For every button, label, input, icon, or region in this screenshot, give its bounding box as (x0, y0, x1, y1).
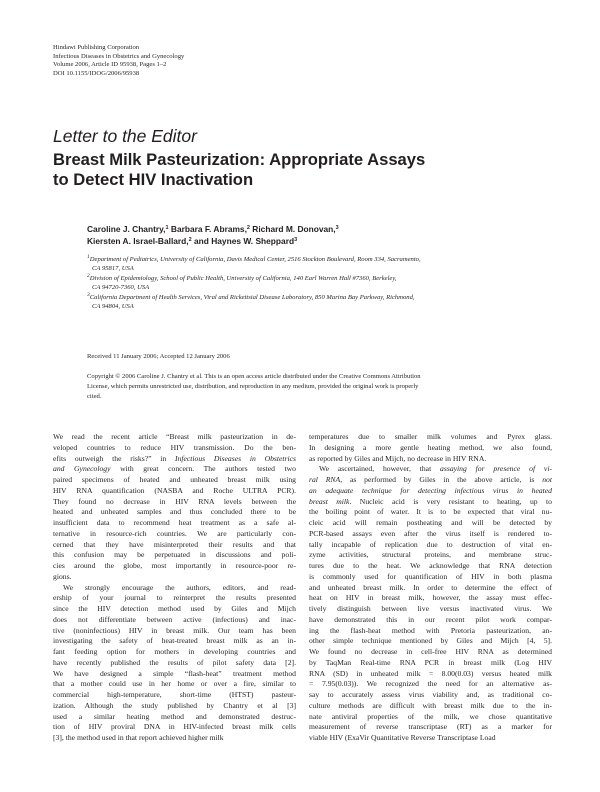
body-text-line: ral RNA, as performed by Giles in the above article, is not (309, 475, 552, 484)
body-text-line: ing the flash-heat method with Pretoria pasteurization, an- (309, 625, 552, 635)
article-title (53, 150, 533, 190)
section-label: Letter to the Editor (53, 126, 197, 146)
body-text-line: We strongly encourage the authors, editors, and read- (63, 582, 296, 592)
body-text-line: tive (noninfectious) HIV in breast milk. Our team has been (53, 625, 296, 635)
body-text-line: cerned that they have misinterpreted their results and that (53, 539, 296, 549)
body-text-line: zyme activities, structural proteins, and membrane struc- (309, 550, 552, 560)
body-text-line: since the HIV detection method used by Giles and Mijch (53, 604, 296, 613)
body-text-line: We ascertained, however, that assaying for presence of vi- (319, 464, 552, 474)
affiliation-line: CA 94720-7360, USA (92, 284, 150, 292)
body-text-line: an adequate technique for detecting infectious virus in heated (309, 485, 552, 495)
body-text-line: does not differentiate between active (infectious) and inac- (53, 614, 296, 624)
journal-header-line: Infectious Diseases in Obstetrics and Gynecology (53, 52, 185, 60)
body-text-line: paired specimens of heated and unheated breast milk using (53, 475, 296, 484)
author-affiliation-mark: 2 (188, 237, 192, 244)
affiliation-text: California Department of Health Services, Viral and Rickettsial Disease Laboratory, 850 Marina Bay Parkway, Richmond, (89, 293, 415, 301)
author-line (87, 223, 547, 235)
body-text-line: the boiling point of water. It is to be expected that viral nu- (309, 507, 552, 517)
body-text-line: veloped countries to reduce HIV transmission. Do the ben- (53, 442, 296, 452)
body-text-line: and Gynecology with great concern. The authors tested two (53, 464, 296, 474)
affiliation-text: Department of Pediatrics, University of California, Davis Medical Center, 2516 Stockton Boulevard, Room 334, Sacramento, (89, 256, 421, 263)
author-name: Caroline J. Chantry, (87, 224, 166, 234)
body-text-line: by TaqMan Real-time RNA PCR in breast milk (Log HIV (309, 657, 552, 667)
body-text-line: cleic acid will remain postheating and will be detected by (309, 518, 552, 527)
body-text-line: heated and unheated samples and thus concluded there to be (53, 507, 296, 517)
affiliation (87, 293, 557, 312)
author-list (87, 223, 547, 248)
body-text-line: heat on HIV in breast milk, however, the assay must effec- (309, 593, 552, 603)
author-name: Richard M. Donovan, (249, 224, 336, 234)
body-text-line: ternative in resource-rich countries. We are particularly con- (53, 528, 296, 538)
body-text-line: efits outweigh the risks?” in Infectious Diseases in Obstetrics (53, 453, 296, 463)
body-text-line: We found no decrease in cell-free HIV RNA as determined (309, 647, 552, 656)
body-text-line: say to accurately assess virus viability and, as traditional co- (309, 690, 552, 699)
body-text-line: = 7.95(0.03)). We recognized the need for an alternative as- (309, 679, 552, 689)
body-text-line: as reported by Giles and Mijch, no decrease in HIV RNA. (309, 453, 487, 463)
author-name: Barbara F. Abrams, (168, 224, 247, 234)
copyright-line: Copyright © 2006 Caroline J. Chantry et al. This is an open access article distributed under the Creative Commons Attribution (87, 373, 421, 380)
affiliation-line: CA 94804, USA (92, 303, 134, 311)
body-text-line: insufficient data to recommend heat treatment as a safe al- (53, 518, 296, 527)
author-name: and Haynes W. Sheppard (191, 236, 295, 247)
body-text-line: tively distinguish between live versus inactivated virus. We (309, 604, 552, 613)
body-text-line: tally incapable of replication due to destruction of vital en- (309, 539, 552, 549)
body-text-line: measurement of reverse transcriptase (RT) as a marker for (309, 722, 552, 732)
body-text-line: HIV RNA quantification (NASBA and Roche ULTRA PCR). (53, 485, 296, 495)
affiliation-mark: 3 (87, 291, 90, 298)
body-text-line: have demonstrated this in our recent pilot work compar- (309, 614, 552, 624)
body-text-line: RNA (SD) in unheated milk = 8.00(0.03) versus heated milk (309, 668, 552, 678)
body-text-line: fant feeding option for mothers in developing countries and (53, 647, 296, 656)
body-text-line: tures due to the heat. We acknowledge that RNA detection (309, 561, 552, 570)
affiliation-mark: 1 (87, 254, 90, 260)
body-text-line: breast milk. Nucleic acid is very resistant to heating, up to (309, 496, 552, 506)
affiliation-line (87, 293, 557, 302)
title-line: to Detect HIV Inactivation (53, 170, 254, 189)
copyright-notice (87, 372, 557, 402)
copyright-line: License, which permits unrestricted use, distribution, and reproduction in any medium, provided the original work is properly (87, 383, 419, 390)
affiliation-list (87, 255, 557, 311)
author-affiliation-mark: 1 (165, 225, 169, 231)
body-column-right (309, 432, 552, 744)
body-text-line: gions. (53, 571, 72, 581)
body-text-line: ization. Although the study published by Chantry et al [3] (53, 700, 296, 710)
body-text-line: In designing a more gentle heating method, we also found, (309, 442, 552, 452)
author-line (87, 235, 547, 247)
body-text-line: used a similar heating method and demonstrated destruc- (53, 711, 296, 721)
affiliation (87, 274, 557, 293)
copyright-line: cited. (87, 393, 102, 400)
body-text-line: nate antiviral properties of the milk, we chose quantitative (309, 711, 552, 721)
body-text-line: culture methods are difficult with breast milk due to the in- (309, 700, 552, 710)
title-line: Breast Milk Pasteurization: Appropriate Assays (53, 150, 426, 169)
body-text-line: that a mother could use in her home or over a fire, similar to (53, 679, 296, 689)
body-text-line: [3], the method used in that report achieved higher milk (53, 733, 224, 742)
body-text-line: temperatures due to smaller milk volumes and Pyrex glass. (309, 432, 552, 441)
body-text-line: and unheated breast milk. In order to determine the effect of (309, 582, 552, 592)
body-text-line: is commonly used for quantification of HIV in both plasma (309, 571, 552, 581)
author-affiliation-mark: 3 (335, 225, 339, 231)
body-text-line: ership of your journal to reinterpret the results presented (53, 593, 296, 603)
affiliation-text: Division of Epidemiology, School of Public Health, University of California, 140 Earl Warren Hall #7360, Berkeley, (89, 274, 397, 282)
body-text-line: viable HIV (ExaVir Quantitative Reverse Transcriptase Load (309, 733, 496, 742)
body-text-line: cies around the globe, most importantly in resource-poor re- (53, 561, 296, 570)
affiliation-line: CA 95817, USA (92, 265, 134, 273)
journal-header-line: Volume 2006, Article ID 95938, Pages 1–2 (53, 61, 167, 69)
body-text-line: They found no decrease in HIV RNA levels between the (53, 496, 296, 506)
journal-header (53, 44, 184, 78)
author-name: Kiersten A. Israel-Ballard, (87, 236, 189, 247)
body-text-line: other simple technique mentioned by Giles and Mijch [4, 5]. (309, 636, 552, 646)
affiliation-line (87, 255, 557, 264)
body-text-line: We read the recent article “Breast milk pasteurization in de- (53, 432, 296, 441)
body-text-line: commercial high-temperature, short-time (HTST) pasteur- (53, 690, 296, 699)
body-text-line: have recently published the results of pilot safety data [2]. (53, 657, 296, 667)
body-text-line: tion of HIV proviral DNA in HIV-infected breast milk cells (53, 722, 296, 732)
body-column-left (53, 432, 296, 744)
author-affiliation-mark: 3 (294, 237, 298, 244)
author-affiliation-mark: 2 (246, 225, 250, 231)
body-text-line: this confusion may be perpetuated in discussions and poli- (53, 550, 296, 560)
affiliation-line (87, 274, 557, 283)
journal-header-line: Hindawi Publishing Corporation (53, 44, 140, 51)
body-text-line: PCR-based assays even after the virus itself is rendered to- (309, 528, 552, 538)
body-text-line: investigating the safety of heat-treated breast milk as an in- (53, 636, 296, 646)
body-text-line: We have designed a simple “flash-heat” treatment method (53, 668, 296, 678)
affiliation (87, 255, 557, 274)
journal-header-line: DOI 10.1155/IDOG/2006/95938 (53, 69, 140, 77)
received-dates: Received 11 January 2006; Accepted 12 January 2006 (87, 353, 230, 360)
affiliation-mark: 2 (87, 272, 90, 279)
